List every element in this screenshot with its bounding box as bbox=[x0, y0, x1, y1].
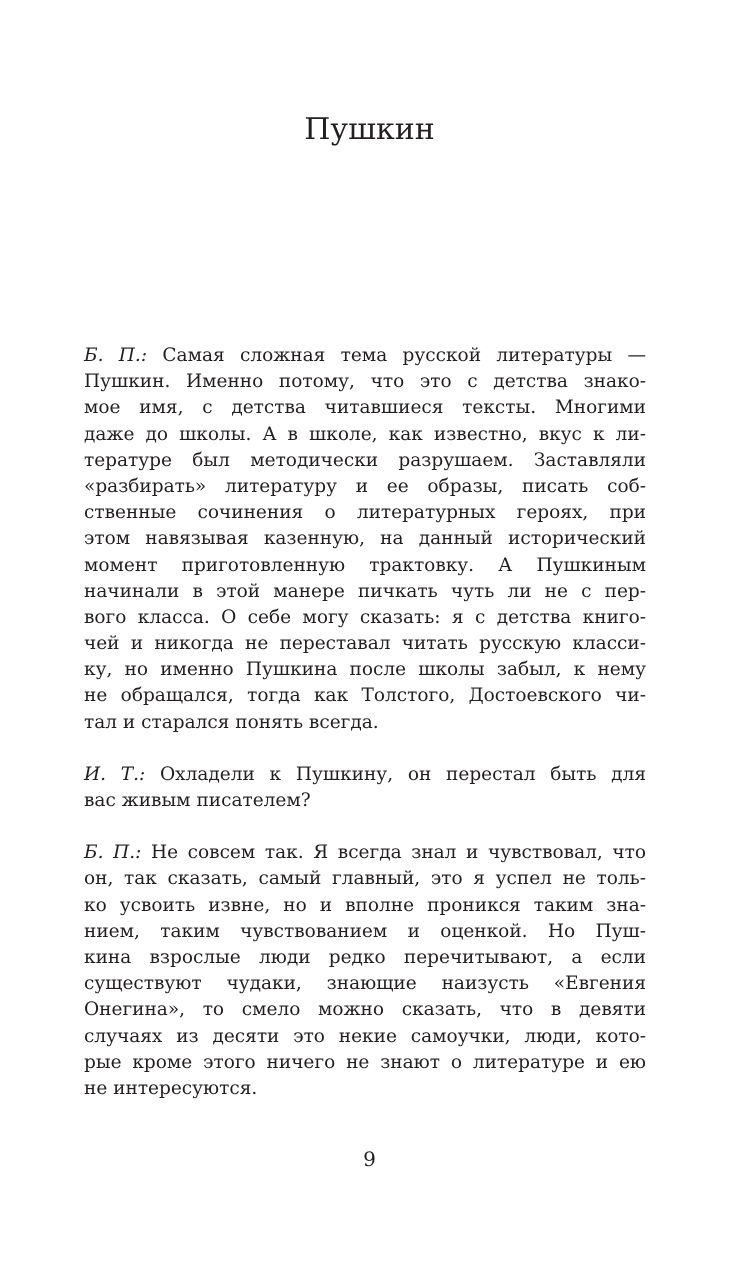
speaker-label: И. Т.: bbox=[84, 763, 146, 785]
text-line bbox=[84, 840, 646, 866]
text-line: «разбирать» литературу и ее образы, писать соб- bbox=[84, 475, 646, 497]
body-text bbox=[84, 343, 646, 1128]
text-line: даже до школы. А в школе, как известно, вкус к ли- bbox=[84, 423, 646, 445]
text-line: мое имя, с детства читавшиеся тексты. Многими bbox=[84, 397, 646, 419]
text-line: этом навязывая казенную, на данный исторический bbox=[84, 528, 646, 550]
text-line: нием, таким чувствованием и оценкой. Но Пуш- bbox=[84, 920, 646, 942]
text-line: не интересуются. bbox=[84, 1077, 258, 1099]
text-line: не обращался, тогда как Толстого, Достоевского чи- bbox=[84, 685, 646, 707]
page-number: 9 bbox=[363, 1147, 376, 1171]
paragraph-2 bbox=[84, 762, 646, 814]
text-line: рые кроме этого ничего не знают о литературе и ею bbox=[84, 1051, 646, 1073]
text-line: случаях из десяти это некие самоучки, люди, кото- bbox=[84, 1025, 646, 1047]
text-line: вас живым писателем? bbox=[84, 790, 311, 811]
text-line-content: Самая сложная тема русской литературы — bbox=[147, 345, 647, 366]
text-line: тал и старался понять всегда. bbox=[84, 711, 379, 733]
text-line: существуют чудаки, знающие наизусть «Евгения bbox=[84, 973, 646, 995]
text-line: тературе был методически разрушаем. Заставляли bbox=[84, 449, 646, 471]
text-line: Пушкин. Именно потому, что это с детства знако- bbox=[84, 371, 646, 393]
paragraph-1 bbox=[84, 343, 646, 736]
paragraph-3 bbox=[84, 840, 646, 1102]
text-line: ко усвоить извне, но и вполне проникся таким зна- bbox=[84, 894, 646, 916]
text-line bbox=[84, 762, 646, 788]
text-line-content: Охладели к Пушкину, он перестал быть для bbox=[145, 763, 646, 785]
text-line: Онегина», то смело можно сказать, что в девяти bbox=[84, 999, 646, 1021]
speaker-label: Б. П.: bbox=[84, 345, 148, 366]
text-line: ственные сочинения о литературных героях, при bbox=[84, 502, 646, 524]
text-line: ку, но именно Пушкина после школы забыл, к нему bbox=[84, 659, 646, 681]
text-line: начинали в этой манере пичкать чуть ли не с пер- bbox=[84, 580, 646, 602]
page-title: Пушкин bbox=[304, 112, 435, 147]
text-line bbox=[84, 343, 646, 369]
text-line: кина взрослые люди редко перечитывают, а если bbox=[84, 946, 646, 968]
text-line: вого класса. О себе могу сказать: я с детства книго- bbox=[84, 606, 646, 628]
speaker-label: Б. П.: bbox=[84, 842, 142, 864]
text-line: он, так сказать, самый главный, это я успел не толь- bbox=[84, 868, 646, 890]
text-line-content: Не совсем так. Я всегда знал и чувствовал, что bbox=[141, 842, 646, 864]
text-line: чей и никогда не переставал читать русскую класси- bbox=[84, 633, 646, 655]
text-line: момент приготовленную трактовку. А Пушкиным bbox=[84, 554, 646, 576]
